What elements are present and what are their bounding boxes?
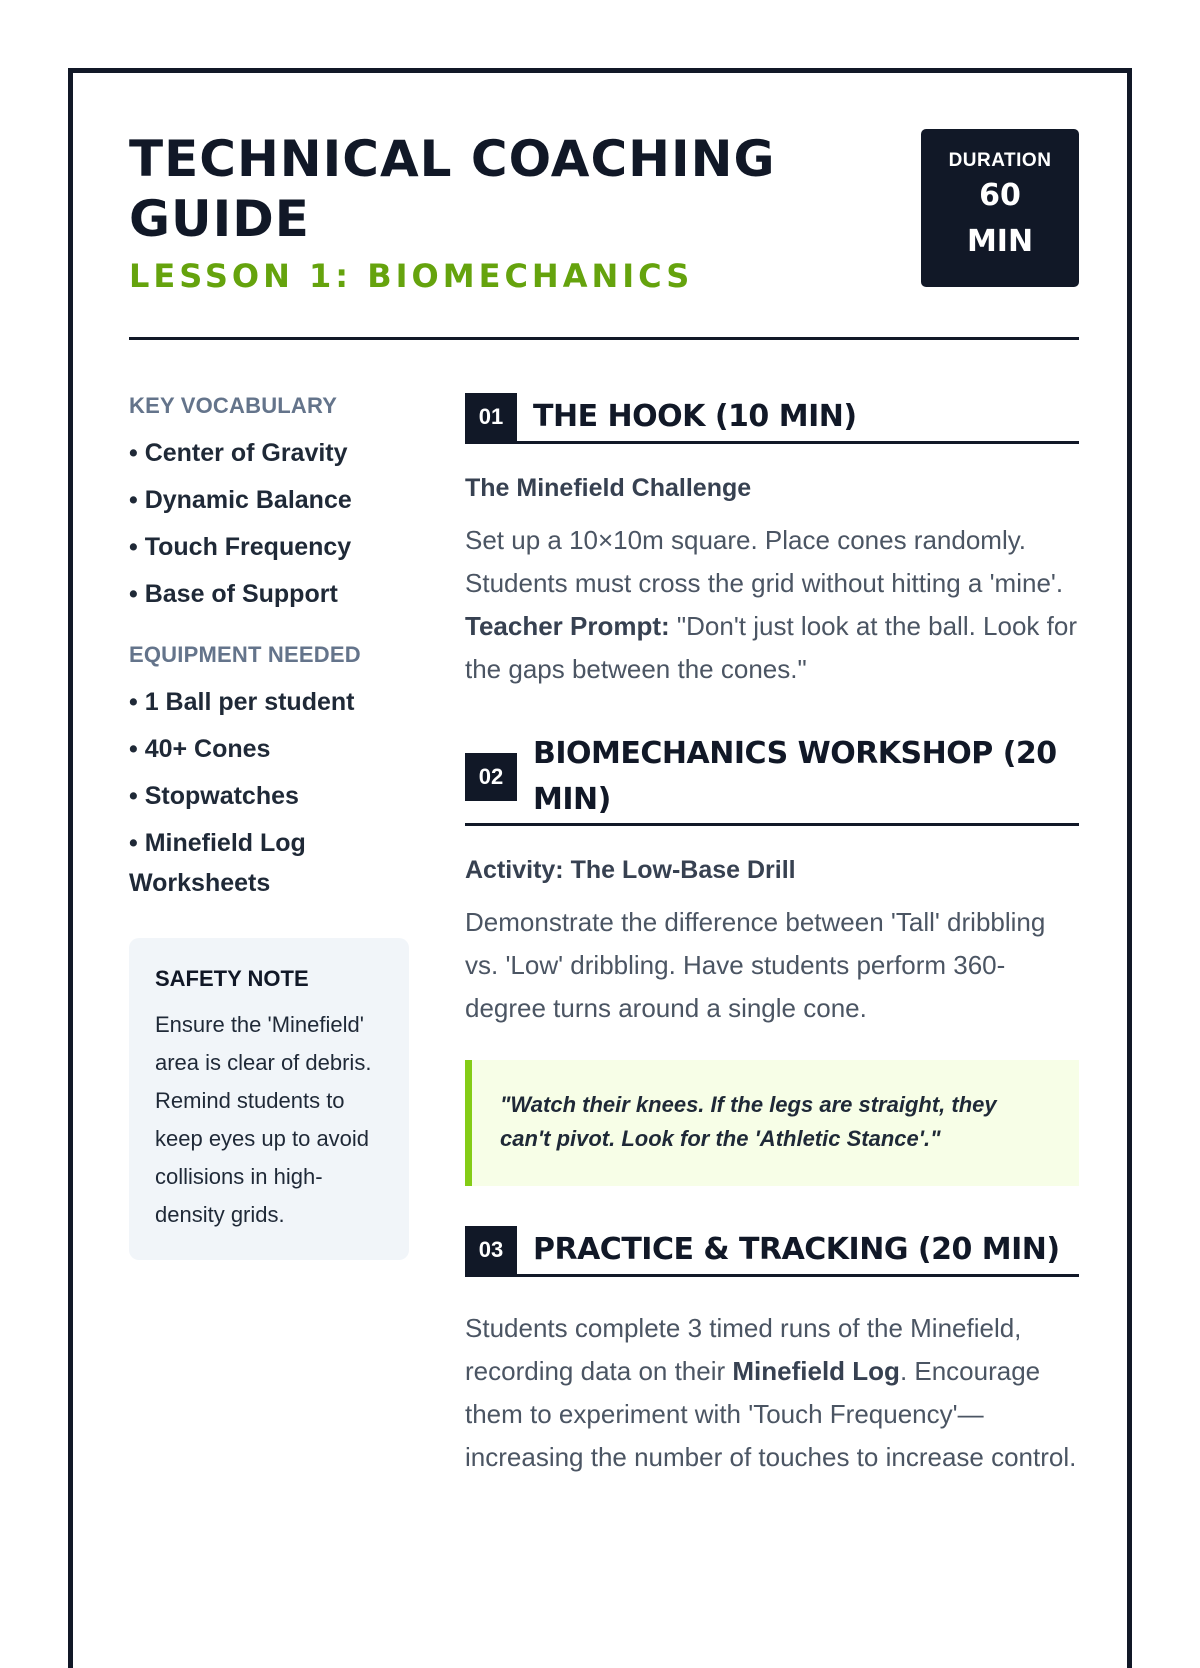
section-hook (465, 393, 1079, 691)
section-title: BIOMECHANICS WORKSHOP (20 MIN) (533, 736, 1057, 817)
section-subtitle: The Minefield Challenge (465, 474, 752, 502)
page-title: TECHNICAL COACHING GUIDE (129, 130, 776, 248)
section-subtitle: Activity: The Low-Base Drill (465, 856, 796, 884)
guide-page (68, 68, 1132, 1668)
teacher-prompt-label: Teacher Prompt: (465, 611, 670, 641)
duration-value: 60 MIN (966, 178, 1034, 259)
duration-badge (921, 129, 1079, 287)
body-text: Students complete 3 timed runs of the Minefield, recording data on their (465, 1313, 1022, 1386)
safety-note (129, 938, 409, 1260)
header (129, 129, 1079, 329)
section-header (465, 393, 1079, 444)
equipment-heading: EQUIPMENT NEEDED (129, 642, 361, 667)
body-text: Set up a 10×10m square. Place cones randomly. Students must cross the grid without hitting a 'mine'. (465, 525, 1064, 598)
equipment-item: • 1 Ball per student (129, 682, 409, 722)
section-body (465, 519, 1079, 691)
vocab-item: • Touch Frequency (129, 527, 409, 567)
safety-title: SAFETY NOTE (155, 966, 309, 991)
body-text: "Don't just look at the ball. Look for the gaps between the cones." (465, 611, 1077, 684)
sidebar (129, 393, 409, 1260)
section-body (465, 1307, 1079, 1479)
coach-quote: "Watch their knees. If the legs are straight, they can't pivot. Look for the 'Athletic Stance'." (465, 1060, 1079, 1186)
section-number: 01 (465, 393, 517, 441)
section-title: THE HOOK (10 MIN) (533, 399, 857, 434)
section-number: 02 (465, 753, 517, 801)
equipment-item: • 40+ Cones (129, 729, 409, 769)
vocab-heading: KEY VOCABULARY (129, 393, 338, 418)
section-body: Demonstrate the difference between 'Tall' dribbling vs. 'Low' dribbling. Have students perform 360-degree turns around a single cone. (465, 907, 1046, 1023)
safety-body: Ensure the 'Minefield' area is clear of debris. Remind students to keep eyes up to avoid collisions in high-density grids. (155, 1012, 372, 1227)
equipment-list (129, 682, 409, 903)
equipment-item: • Stopwatches (129, 776, 409, 816)
section-title: PRACTICE & TRACKING (20 MIN) (533, 1232, 1060, 1267)
section-header (465, 1226, 1079, 1277)
equipment-item: • Minefield Log Worksheets (129, 823, 409, 903)
lesson-subtitle: LESSON 1: BIOMECHANICS (129, 257, 694, 295)
minefield-log-label: Minefield Log (732, 1356, 900, 1386)
body-text: . Encourage them to experiment with 'Touch Frequency'—increasing the number of touches to increase control. (465, 1356, 1077, 1472)
header-divider (129, 337, 1079, 340)
section-practice (465, 1226, 1079, 1479)
vocab-list (129, 433, 409, 614)
vocab-item: • Center of Gravity (129, 433, 409, 473)
section-number: 03 (465, 1226, 517, 1274)
section-header (465, 731, 1079, 826)
main-content (465, 393, 1079, 1519)
vocab-item: • Dynamic Balance (129, 480, 409, 520)
section-workshop (465, 731, 1079, 1186)
duration-label: DURATION (948, 150, 1052, 171)
vocab-item: • Base of Support (129, 574, 409, 614)
